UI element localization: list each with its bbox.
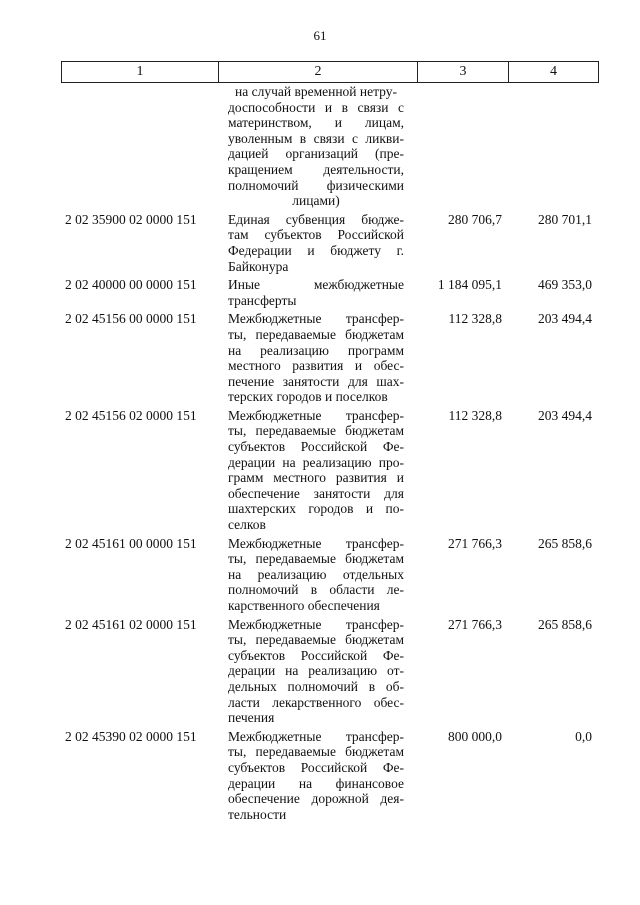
header-col-2: 2: [219, 62, 418, 82]
description-line: лицами): [292, 193, 340, 209]
value-col-4: 469 353,0: [538, 277, 592, 293]
table-row: [61, 311, 599, 405]
value-col-3: 1 184 095,1: [437, 277, 502, 293]
value-col-3: 271 766,3: [448, 616, 502, 632]
description-line: шахтерских городов и по-: [228, 501, 404, 517]
table-row: [61, 617, 599, 726]
value-col-3: 112 328,8: [448, 407, 502, 423]
description-line: печение занятости для шах-: [228, 373, 404, 389]
description-cell: [218, 536, 417, 614]
table-row: [61, 729, 599, 823]
code-cell: 2 02 45161 02 0000 151: [65, 616, 197, 632]
table-row-continuation: [61, 84, 599, 209]
description-line: полномочий физическими: [228, 177, 404, 193]
value-col-4: 203 494,4: [538, 407, 592, 423]
value-col-4: 280 701,1: [538, 211, 592, 227]
description-cell: [218, 84, 417, 209]
description-line: местного развития и обес-: [228, 358, 404, 374]
description-line: селков: [228, 517, 266, 533]
description-line: обеспечение дорожной дея-: [228, 791, 404, 807]
table-body: [61, 84, 599, 822]
table-row: [61, 536, 599, 614]
description-line: полномочий в области ле-: [228, 582, 404, 598]
value-col-3: 271 766,3: [448, 535, 502, 551]
description-line: дацией организаций (пре-: [228, 146, 404, 162]
description-line: Байконура: [228, 258, 289, 274]
description-line: Межбюджетные трансфер-: [228, 407, 404, 423]
description-line: материнством, и лицам,: [228, 115, 404, 131]
description-cell: [218, 617, 417, 726]
description-line: обеспечение занятости для: [228, 485, 404, 501]
description-line: печения: [228, 710, 275, 726]
description-line: доспособности и в связи с: [228, 99, 404, 115]
description-line: субъектов Российской Фе-: [228, 759, 404, 775]
description-line: дерации на реализацию про-: [228, 454, 404, 470]
description-line: субъектов Российской Фе-: [228, 647, 404, 663]
description-line: дельных полномочий в об-: [228, 678, 404, 694]
description-line: кращением деятельности,: [228, 161, 404, 177]
description-cell: [218, 277, 417, 308]
description-line: там субъектов Российской: [228, 227, 404, 243]
description-line: на случай временной нетру-: [235, 84, 397, 99]
value-col-4: [508, 84, 597, 209]
value-col-3: [417, 84, 508, 209]
description-cell: [218, 311, 417, 405]
description-line: Межбюджетные трансфер-: [228, 535, 404, 551]
code-cell: 2 02 40000 00 0000 151: [65, 277, 197, 293]
description-line: уволенным в связи с ликви-: [228, 130, 404, 146]
header-col-1: 1: [62, 62, 219, 82]
description-line: Федерации и бюджету г.: [228, 242, 404, 258]
value-col-4: 265 858,6: [538, 535, 592, 551]
description-cell: [218, 212, 417, 274]
value-col-3: 112 328,8: [448, 311, 502, 327]
description-line: на реализацию программ: [228, 342, 404, 358]
code-cell: 2 02 45156 00 0000 151: [65, 311, 197, 327]
description-line: субъектов Российской Фе-: [228, 439, 404, 455]
table-row: [61, 408, 599, 533]
description-line: Иные межбюджетные: [228, 277, 404, 293]
description-line: терских городов и поселков: [228, 389, 388, 405]
value-col-3: 280 706,7: [448, 211, 502, 227]
value-col-4: 203 494,4: [538, 311, 592, 327]
value-col-4: 265 858,6: [538, 616, 592, 632]
code-cell: 2 02 45156 02 0000 151: [65, 407, 197, 423]
description-line: карственного обеспечения: [228, 598, 380, 613]
description-line: ты, передаваемые бюджетам: [228, 632, 404, 648]
table-row: [61, 277, 599, 308]
code-cell: 2 02 45390 02 0000 151: [65, 728, 197, 744]
description-line: Единая субвенция бюдже-: [228, 211, 404, 227]
header-col-4: 4: [550, 64, 557, 79]
description-line: тельности: [228, 806, 287, 822]
code-cell: 2 02 35900 02 0000 151: [65, 211, 197, 227]
table-header: [61, 61, 599, 83]
page-number: 61: [313, 28, 327, 43]
code-cell: [61, 84, 218, 209]
description-cell: [218, 729, 417, 823]
description-line: ты, передаваемые бюджетам: [228, 423, 404, 439]
description-line: Межбюджетные трансфер-: [228, 311, 404, 327]
table-row: [61, 212, 599, 274]
description-cell: [218, 408, 417, 533]
description-line: ты, передаваемые бюджетам: [228, 744, 404, 760]
description-line: Межбюджетные трансфер-: [228, 616, 404, 632]
description-line: ты, передаваемые бюджетам: [228, 326, 404, 342]
value-col-3: 800 000,0: [448, 728, 502, 744]
description-line: трансферты: [228, 292, 297, 308]
code-cell: 2 02 45161 00 0000 151: [65, 535, 197, 551]
description-line: дерации на финансовое: [228, 775, 404, 791]
header-col-3: 3: [418, 62, 509, 82]
description-line: Межбюджетные трансфер-: [228, 728, 404, 744]
description-line: ласти лекарственного обес-: [228, 694, 404, 710]
description-line: дерации на реализацию от-: [228, 663, 404, 679]
value-col-4: 0,0: [575, 728, 592, 744]
description-line: грамм местного развития и: [228, 470, 404, 486]
description-line: ты, передаваемые бюджетам: [228, 551, 404, 567]
description-line: на реализацию отдельных: [228, 566, 404, 582]
